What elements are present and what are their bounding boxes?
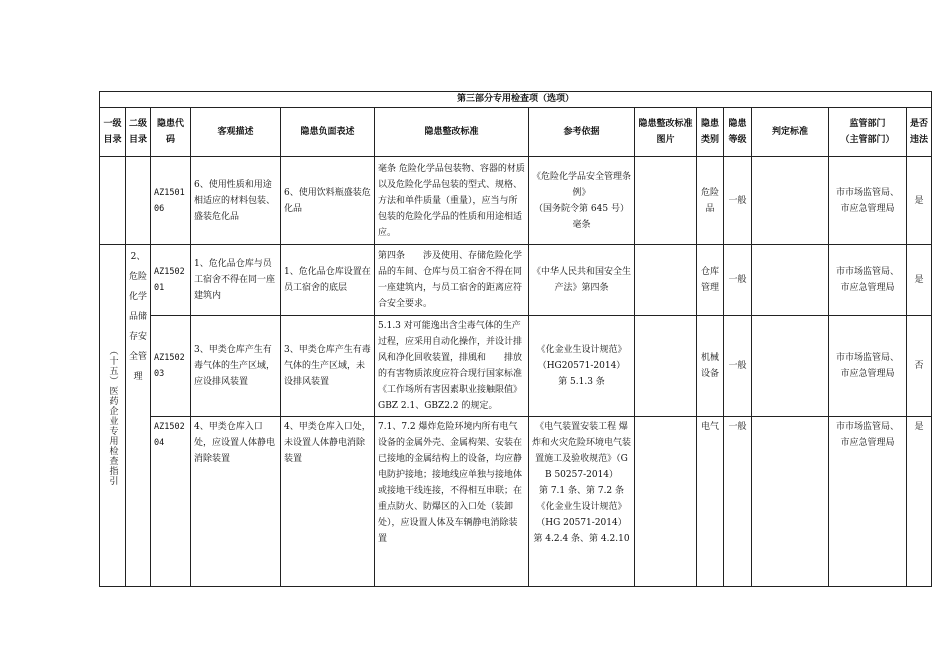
hazard-grade: 一般 xyxy=(724,417,752,587)
hazard-description: 3、甲类仓库产生有毒气体的生产区域，应设排风装置 xyxy=(191,316,281,417)
hazard-image xyxy=(635,157,697,245)
level1-empty-cell xyxy=(100,157,126,245)
header-description: 客观描述 xyxy=(191,108,281,157)
hazard-violation: 是 xyxy=(907,245,932,316)
header-category: 隐患 类别 xyxy=(697,108,724,157)
header-standard: 隐患整改标准 xyxy=(375,108,529,157)
hazard-standard: 第四条 涉及使用、存储危险化学品的车间、仓库与员工宿舍不得在同一座建筑内，与员工宿舍的距离应符合安全要求。 xyxy=(375,245,529,316)
header-negative: 隐患负面表述 xyxy=(281,108,375,157)
hazard-description: 1、危化品仓库与员工宿舍不得在同一座建筑内 xyxy=(191,245,281,316)
hazard-code: AZ150204 xyxy=(151,417,191,587)
hazard-department: 市市场监管局、 市应急管理局 xyxy=(829,157,907,245)
header-violation: 是否 违法 xyxy=(907,108,932,157)
hazard-standard: 毫条 危险化学品包装物、容器的材质以及危险化学品包装的型式、规格、方法和单件质量（重量），应当与所包装的危险化学品的性质和用途相适应。 xyxy=(375,157,529,245)
header-basis: 参考依据 xyxy=(529,108,635,157)
hazard-judgement xyxy=(752,245,829,316)
hazard-basis: 《电气装置安装工程 爆炸和火灾危险环境电气装置施工及验收规范》（GB 50257-2014） 第 7.1 条、第 7.2 条 《化金业生设计规范》 （HG 20571-2014） 第 4.2.4 条、第 4.2.10 xyxy=(529,417,635,587)
hazard-code: AZ150201 xyxy=(151,245,191,316)
hazard-negative: 3、甲类仓库产生有毒气体的生产区域，未设排风装置 xyxy=(281,316,375,417)
hazard-grade: 一般 xyxy=(724,316,752,417)
hazard-image xyxy=(635,417,697,587)
hazard-code: AZ150203 xyxy=(151,316,191,417)
hazard-violation: 是 xyxy=(907,417,932,587)
level1-label: （十五）医药企业专用检查指引 xyxy=(107,345,118,486)
level2-empty-cell xyxy=(126,157,151,245)
hazard-grade: 一般 xyxy=(724,157,752,245)
hazard-category: 机械 设备 xyxy=(697,316,724,417)
inspection-table xyxy=(99,91,932,587)
hazard-judgement xyxy=(752,316,829,417)
header-judgement: 判定标准 xyxy=(752,108,829,157)
hazard-violation: 否 xyxy=(907,316,932,417)
hazard-category: 仓库 管理 xyxy=(697,245,724,316)
hazard-image xyxy=(635,316,697,417)
hazard-category: 电气 xyxy=(697,417,724,587)
hazard-negative: 4、甲类仓库入口处，未设置人体静电消除装置 xyxy=(281,417,375,587)
header-grade: 隐患 等级 xyxy=(724,108,752,157)
hazard-department: 市市场监管局、 市应急管理局 xyxy=(829,316,907,417)
hazard-description: 6、使用性质和用途相适应的材料包装、盛装危化品 xyxy=(191,157,281,245)
table-row xyxy=(100,316,932,417)
hazard-department: 市市场监管局、 市应急管理局 xyxy=(829,245,907,316)
level1-cell xyxy=(100,245,126,587)
hazard-violation: 是 xyxy=(907,157,932,245)
table-title: 第三部分专用检查项（选项） xyxy=(100,92,932,108)
hazard-code: AZ150106 xyxy=(151,157,191,245)
table-row xyxy=(100,245,932,316)
hazard-negative: 6、使用饮料瓶盛装危化品 xyxy=(281,157,375,245)
header-department: 监管部门 （主管部门） xyxy=(829,108,907,157)
hazard-basis: 《化金业生设计规范》（HG20571-2014） 第 5.1.3 条 xyxy=(529,316,635,417)
header-image: 隐患整改标准 图片 xyxy=(635,108,697,157)
hazard-basis: 《危险化学品安全管理条例》 （国务院令第 645 号） 毫条 xyxy=(529,157,635,245)
hazard-standard: 5.1.3 对可能逸出含尘毒气体的生产过程，应采用自动化操作，并设计排风和净化回收装置，排風和 排放的有害物质浓度应符合现行国家标准《工作场所有害因素职业接触限值》GBZ 2.1、GBZ2.2 的规定。 xyxy=(375,316,529,417)
hazard-category: 危险 品 xyxy=(697,157,724,245)
hazard-image xyxy=(635,245,697,316)
hazard-basis: 《中华人民共和国安全生产法》第四条 xyxy=(529,245,635,316)
hazard-judgement xyxy=(752,417,829,587)
table-row xyxy=(100,417,932,587)
header-level2: 二级 目录 xyxy=(126,108,151,157)
hazard-department: 市市场监管局、 市应急管理局 xyxy=(829,417,907,587)
header-row xyxy=(100,108,932,157)
hazard-standard: 7.1、7.2 爆炸危险环境内所有电气设备的金属外壳、金属构架、安装在已接地的金属结构上的设备，均应静电防护接地；接地线应单独与接地体或接地干线连接，不得相互串联；在重点防火、防爆区的入口处（装卸处），应设置人体及车辆静电消除装置 xyxy=(375,417,529,587)
hazard-judgement xyxy=(752,157,829,245)
hazard-negative: 1、危化品仓库设置在员工宿舍的底层 xyxy=(281,245,375,316)
header-code: 隐患代码 xyxy=(151,108,191,157)
hazard-description: 4、甲类仓库入口处，应设置人体静电消除装置 xyxy=(191,417,281,587)
hazard-grade: 一般 xyxy=(724,245,752,316)
level2-label: 2、 危险 化学 品储 存安 全管 理 xyxy=(126,245,151,587)
table-row xyxy=(100,157,932,245)
header-level1: 一级 目录 xyxy=(100,108,126,157)
